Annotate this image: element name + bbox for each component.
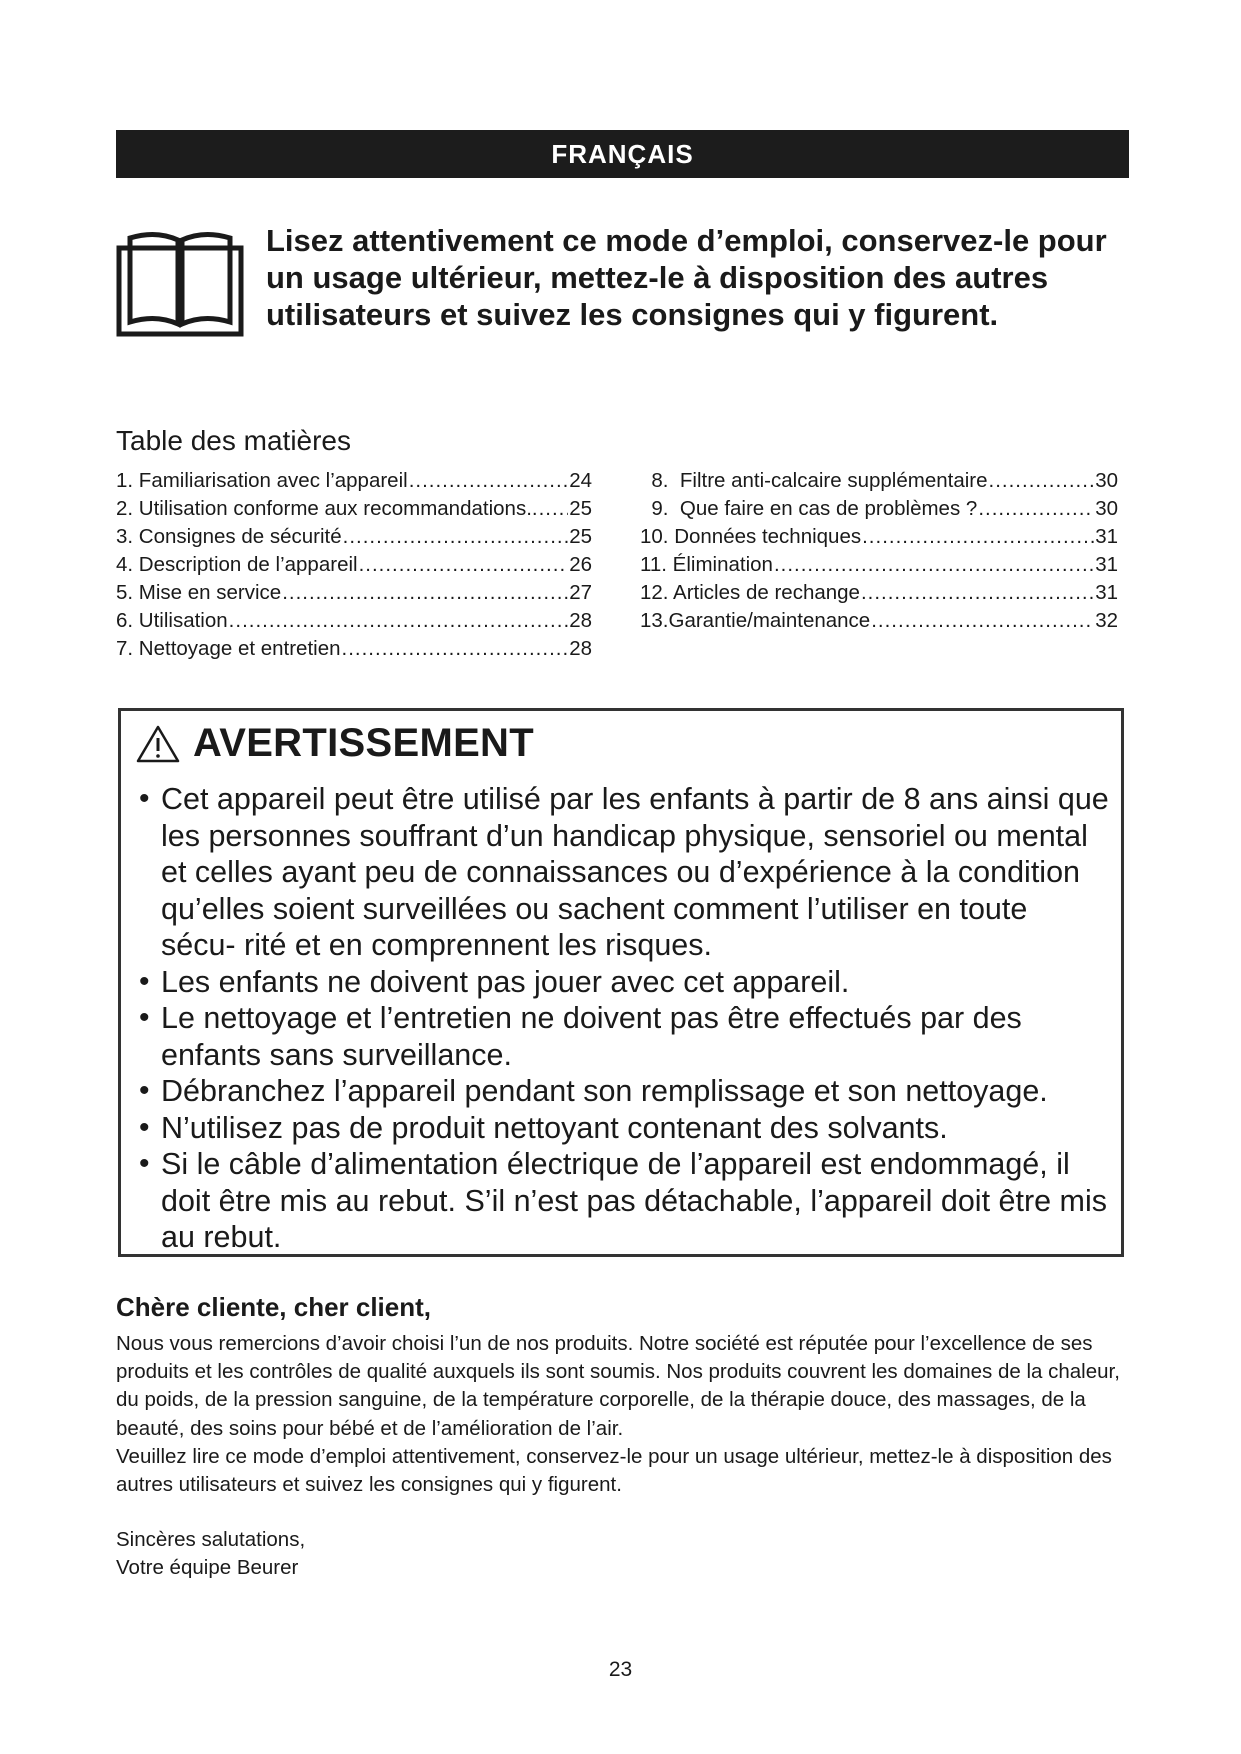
- toc-item: 4. Description de l’appareil ..... 26: [116, 553, 592, 581]
- letter-signoff: [116, 1526, 305, 1582]
- toc-list-left: [116, 469, 592, 665]
- toc-item: 5. Mise en service ..... 27: [116, 581, 592, 609]
- toc-item: 12. Articles de rechange ..... 31: [640, 581, 1118, 609]
- toc-item: 11. Élimination ..... 31: [640, 553, 1118, 581]
- letter-closing: Sincères salutations,: [116, 1528, 306, 1551]
- toc-item: 9. Que faire en cas de problèmes ? ..... 30: [640, 497, 1118, 525]
- letter-paragraph-2: Veuillez lire ce mode d’emploi attentivement, conservez-le pour un usage ultérieur, mettez-le à disposition des autres utilisateurs et suivez les consignes qui y figurent.: [116, 1444, 1112, 1497]
- language-banner-label: FRANÇAIS: [551, 138, 694, 169]
- toc-item: 8. Filtre anti-calcaire supplémentaire ..... 30: [640, 469, 1118, 497]
- page-number: 23: [608, 1658, 633, 1681]
- warning-box: [118, 708, 1124, 1257]
- toc-title: Table des matières: [116, 425, 352, 456]
- toc-list-right: [640, 469, 1118, 637]
- warning-item: • N’utilisez pas de produit nettoyant contenant des solvants.: [139, 1110, 1109, 1147]
- warning-item: • Le nettoyage et l’entretien ne doivent pas être effectués par des enfants sans surveillance.: [139, 1000, 1109, 1073]
- open-book-icon: [116, 226, 244, 338]
- letter-body: [116, 1330, 1132, 1499]
- toc-item: 2. Utilisation conforme aux recommandations.. ..... 25: [116, 497, 592, 525]
- warning-list: [139, 781, 1109, 1256]
- toc-item: 7. Nettoyage et entretien ..... 28: [116, 637, 592, 665]
- warning-item: • Les enfants ne doivent pas jouer avec cet appareil.: [139, 964, 1109, 1001]
- toc-item: 3. Consignes de sécurité ..... 25: [116, 525, 592, 553]
- warning-header: [135, 721, 534, 766]
- intro-section: [116, 222, 1129, 342]
- toc-item: 10. Données techniques ..... 31: [640, 525, 1118, 553]
- toc-item: 13.Garantie/maintenance ..... 32: [640, 609, 1118, 637]
- toc-item: 6. Utilisation ..... 28: [116, 609, 592, 637]
- language-banner: [116, 130, 1129, 178]
- letter-greeting: Chère cliente, cher client,: [116, 1292, 432, 1322]
- warning-title: AVERTISSEMENT: [193, 721, 534, 765]
- warning-item: • Débranchez l’appareil pendant son remplissage et son nettoyage.: [139, 1073, 1109, 1110]
- toc-item: 1. Familiarisation avec l’appareil ..... 24: [116, 469, 592, 497]
- letter-paragraph-1: Nous vous remercions d’avoir choisi l’un de nos produits. Notre société est réputée pour l’excellence de ses produits et les contrôles de qualité auxquels ils sont soumis. Nos produits couvrent les domaines de la chaleur, du poids, de la pression sanguine, de la température corporelle, de la thérapie douce, des massages, de la beauté, des soins pour bébé et de l’amélioration de l’air.: [116, 1332, 1120, 1440]
- warning-triangle-icon: [135, 724, 181, 764]
- intro-instruction-text: Lisez attentivement ce mode d’emploi, conservez-le pour un usage ultérieur, mettez-le à disposition des autres utilisateurs et suivez les consignes qui y figurent.: [266, 223, 1107, 332]
- warning-item: • Si le câble d’alimentation électrique de l’appareil est endommagé, il doit être mis au rebut. S’il n’est pas détachable, l’appareil doit être mis au rebut.: [139, 1146, 1109, 1256]
- warning-item: • Cet appareil peut être utilisé par les enfants à partir de 8 ans ainsi que les personnes souffrant d’un handicap physique, sensoriel ou mental et celles ayant peu de connaissances ou d’expérience à la condition qu’elles soient surveillées ou sachent comment l’utiliser en toute sécu- rité et en comprennent les risques.: [139, 781, 1109, 964]
- letter-signature: Votre équipe Beurer: [116, 1556, 299, 1580]
